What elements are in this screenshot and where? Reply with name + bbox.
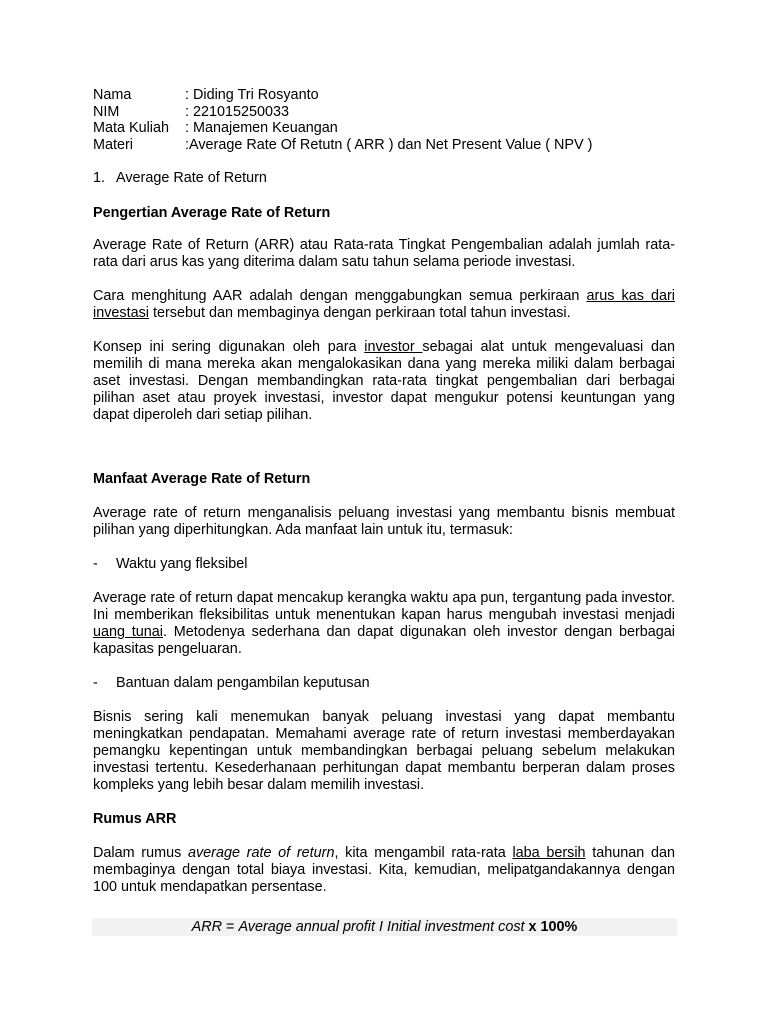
header-label: Nama	[93, 87, 132, 103]
section-title-text: Average Rate of Return	[116, 170, 267, 186]
document-page	[93, 87, 675, 896]
heading-rumus: Rumus ARR	[93, 811, 177, 827]
paragraph-concept	[93, 339, 675, 424]
header-value: : 221015250033	[185, 103, 290, 120]
section-number: 1.	[93, 170, 106, 186]
paragraph-calculation	[93, 288, 675, 322]
bullet-text: Waktu yang fleksibel	[116, 556, 248, 572]
formula-expression: Average annual profit I Initial investment cost	[238, 919, 525, 935]
header-label: Materi	[93, 136, 133, 153]
link-laba-bersih[interactable]: laba bersih	[512, 845, 586, 861]
heading-manfaat: Manfaat Average Rate of Return	[93, 471, 311, 487]
paragraph-manfaat-intro: Average rate of return menganalisis peluang investasi yang membantu bisnis membuat pilihan yang diperhitungkan. Ada manfaat lain untuk itu, termasuk:	[93, 505, 675, 538]
text-run: , kita mengambil rata-rata	[334, 845, 513, 861]
text-run: Average rate of return dapat mencakup kerangka waktu apa pun, tergantung pada investor. Ini memberikan fleksibilitas untuk menentukan kapan harus mengubah investasi menjadi	[93, 590, 675, 623]
paragraph-definition: Average Rate of Return (ARR) atau Rata-rata Tingkat Pengembalian adalah jumlah rata-rata dari arus kas yang diterima dalam satu tahun selama periode investasi.	[93, 237, 675, 270]
formula-arr: ARR	[191, 919, 223, 935]
header-row-materi	[93, 137, 675, 154]
header-row-nama	[93, 87, 675, 104]
bullet-bantuan	[93, 675, 675, 692]
paragraph-waktu	[93, 590, 675, 658]
header-value: : Diding Tri Rosyanto	[185, 87, 319, 103]
text-run: . Metodenya sederhana dan dapat digunakan oleh investor dengan berbagai kapasitas pengeluaran.	[93, 624, 676, 657]
text-run: Dalam rumus	[93, 845, 188, 861]
link-uang-tunai[interactable]: uang tunai	[93, 624, 163, 640]
header-label: NIM	[93, 103, 120, 120]
header-value: :Average Rate Of Retutn ( ARR ) dan Net Present Value ( NPV )	[185, 136, 593, 153]
header-row-mata-kuliah	[93, 120, 675, 137]
bullet-waktu	[93, 556, 675, 573]
bullet-text: Bantuan dalam pengambilan keputusan	[116, 675, 370, 691]
link-arus-kas[interactable]: arus kas dari investasi	[93, 288, 675, 321]
formula-equals: =	[222, 919, 239, 935]
paragraph-rumus	[93, 845, 675, 896]
heading-pengertian: Pengertian Average Rate of Return	[93, 205, 331, 221]
bullet-marker: -	[93, 556, 98, 572]
link-investor[interactable]: investor	[364, 339, 423, 355]
formula-multiplier: x 100%	[524, 919, 578, 935]
header-value: : Manajemen Keuangan	[185, 120, 338, 136]
header-block	[93, 87, 675, 153]
paragraph-bantuan: Bisnis sering kali menemukan banyak peluang investasi yang dapat membantu meningkatkan pendapatan. Memahami average rate of return investasi memberdayakan pemangku kepentingan untuk membandingkan berbagai peluang sebelum melakukan investasi tertentu. Kesederhanaan perhitungan dapat membantu berperan dalam proses kompleks yang lebih besar dalam memilih investasi.	[93, 709, 675, 793]
header-label: Mata Kuliah	[93, 120, 169, 136]
header-row-nim	[93, 104, 675, 121]
section-title	[93, 170, 675, 187]
text-run: tahunan dan membaginya dengan total biaya investasi. Kita, kemudian, melipatgandakannya dengan 100 untuk mendapatkan persentase.	[93, 845, 675, 895]
bullet-marker: -	[93, 675, 98, 691]
text-run: Cara menghitung AAR adalah dengan menggabungkan semua perkiraan	[93, 288, 587, 304]
text-run: sebagai alat untuk mengevaluasi dan memilih di mana mereka akan mengalokasikan dana yang mereka miliki dalam berbagai aset investasi. Dengan membandingkan rata-rata tingkat pengembalian dari berbagai pilihan aset atau proyek investasi, investor dapat mengukur potensi keuntungan yang dapat diperoleh dari setiap pilihan.	[93, 339, 675, 423]
text-italic: average rate of return	[187, 845, 335, 861]
arr-formula	[92, 918, 677, 936]
text-run: tersebut dan membaginya dengan perkiraan total tahun investasi.	[149, 305, 571, 321]
text-run: Konsep ini sering digunakan oleh para	[93, 339, 365, 355]
